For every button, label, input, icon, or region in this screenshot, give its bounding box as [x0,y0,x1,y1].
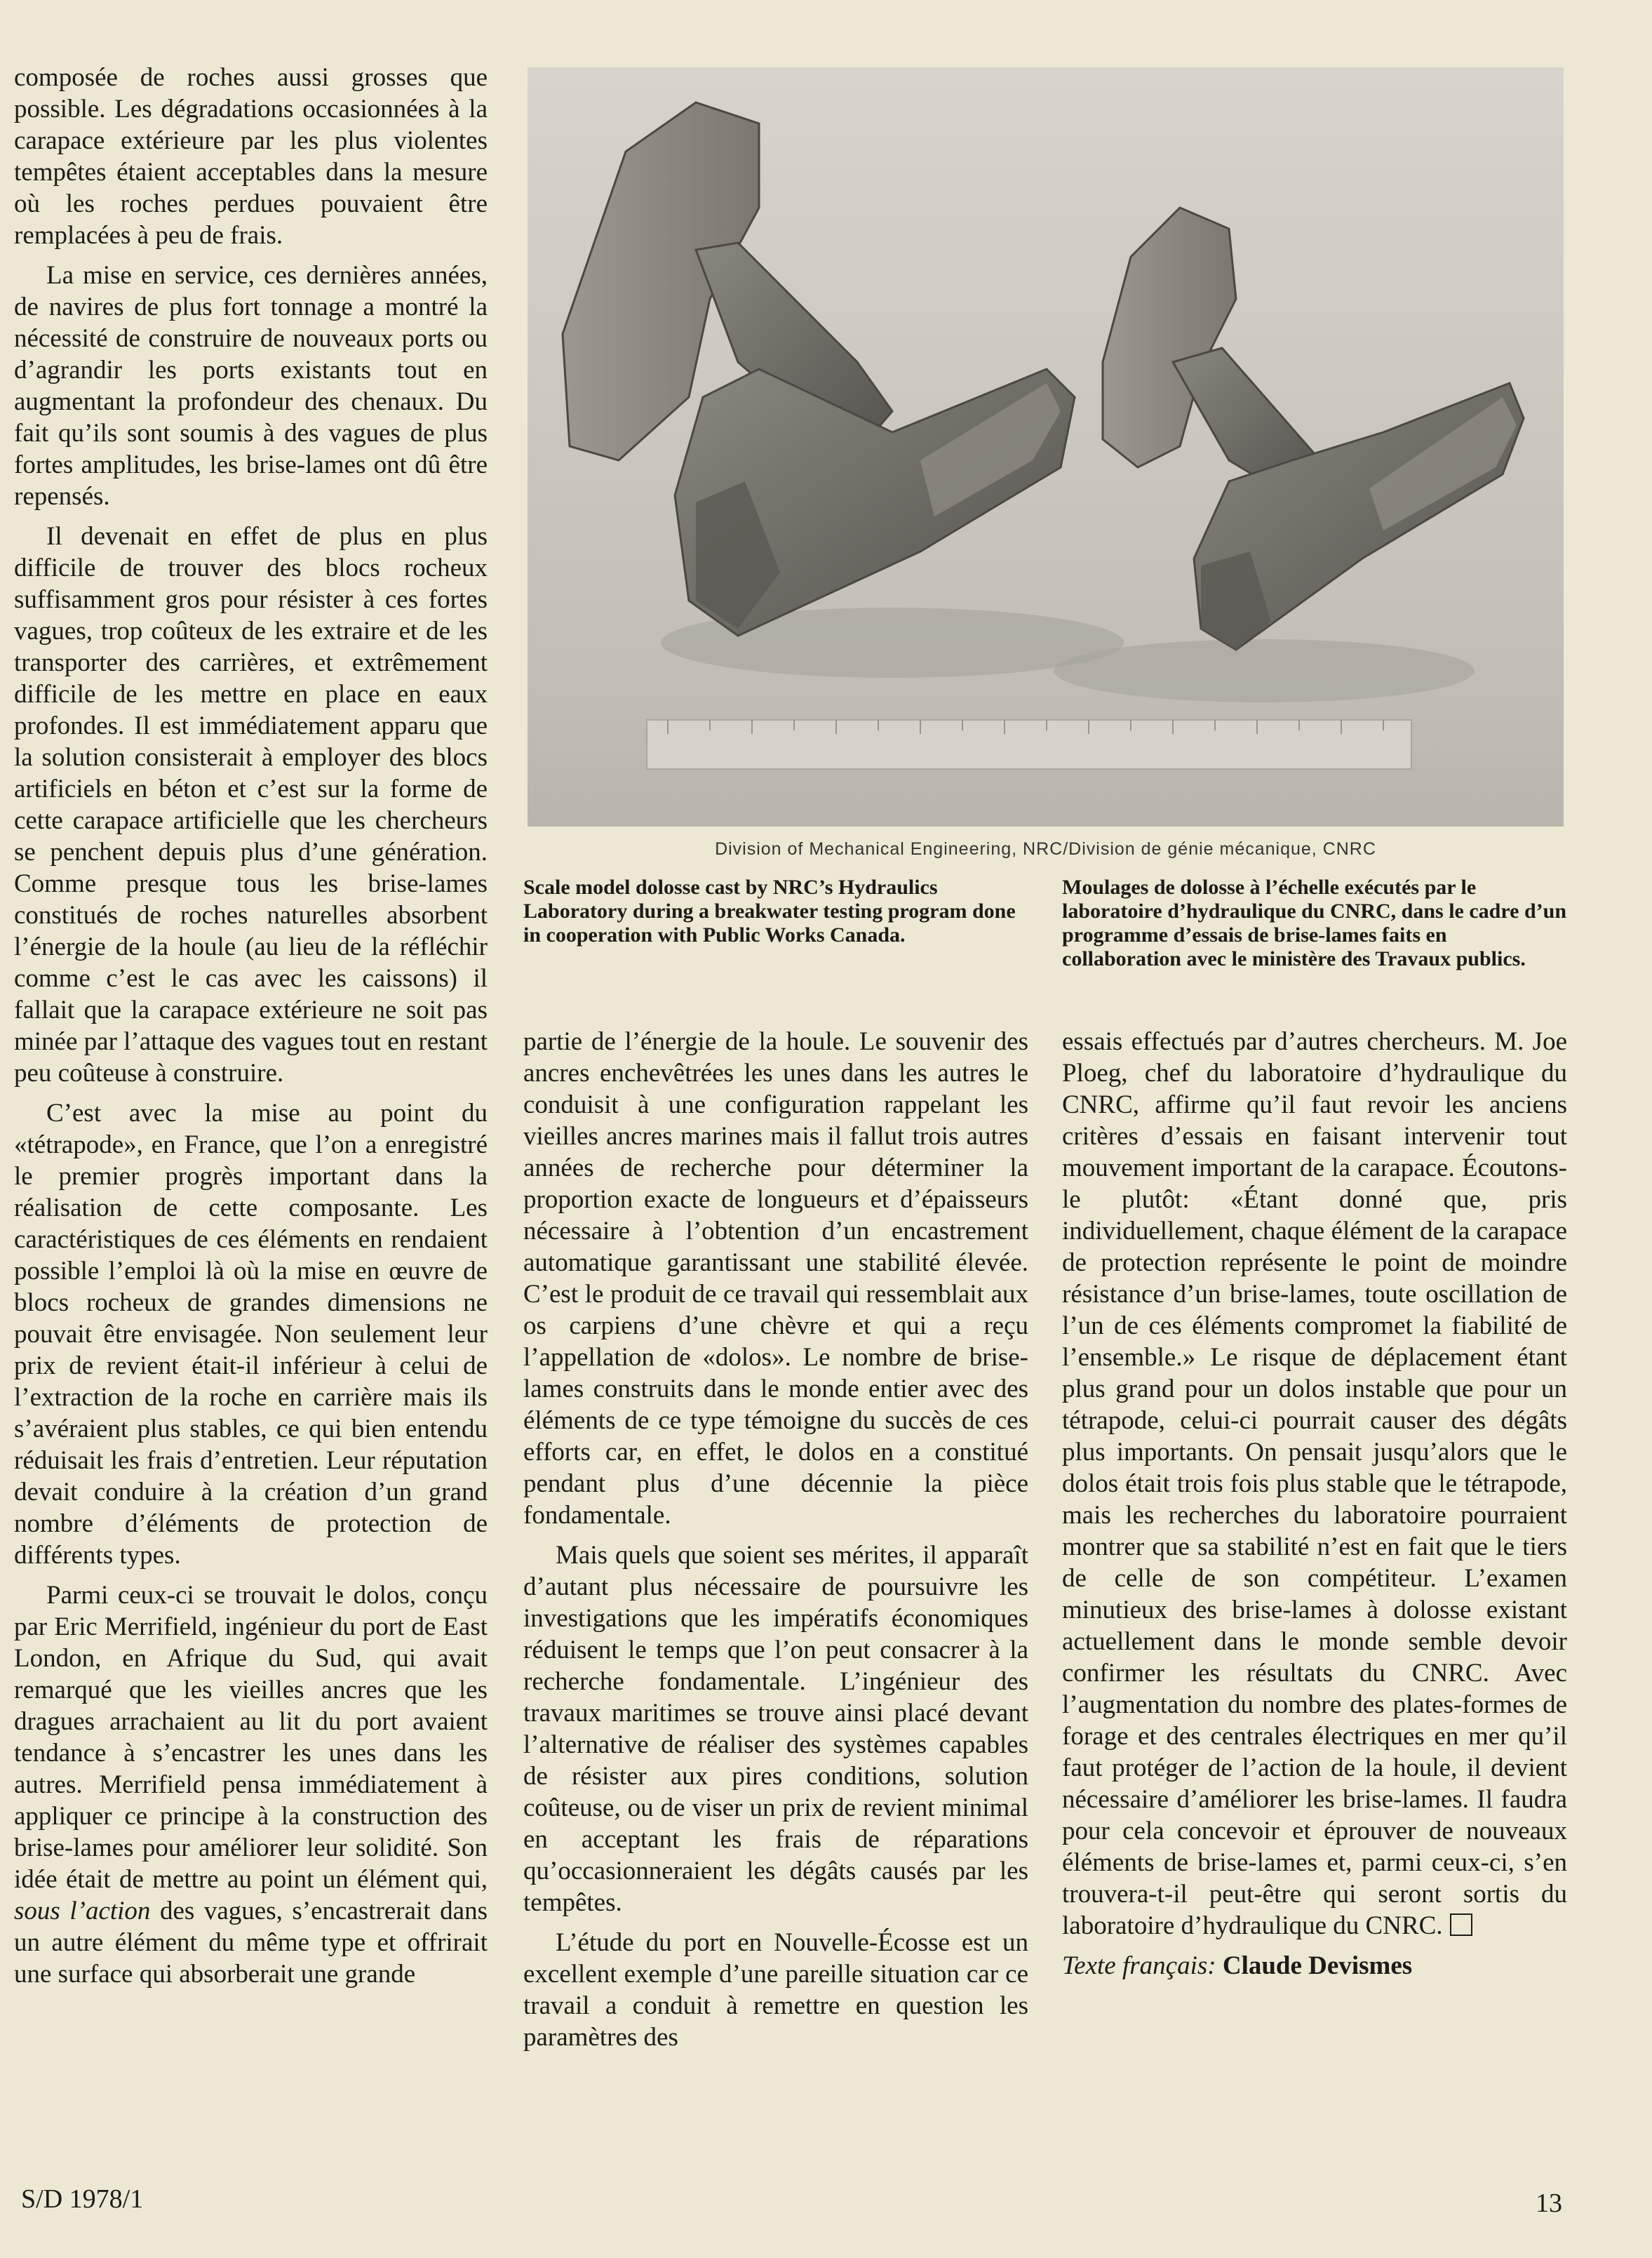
translator-credit [1062,1950,1567,1982]
translator-label: Texte français: [1062,1951,1216,1980]
article-column-left [14,62,488,1998]
photo-caption-english: Scale model dolosse cast by NRC’s Hydraulics Laboratory during a breakwater testing program done in cooperation with Public Works Canada. [523,876,1016,947]
paragraph: Il devenait en effet de plus en plus difficile de trouver des blocs rocheux suffisamment gros pour résister à ces fortes vagues, trop coûteux de les extraire et de les transporter des carrières, et extrêmement difficile de les mettre en place en eaux profondes. Il est immédiatement apparu que la solution consisterait à employer des blocs artificiels en béton et c’est sur la forme de cette carapace artificielle que les chercheurs se penchent depuis plus d’une génération. Comme presque tous les brise-lames constitués de roches naturelles absorbent l’énergie de la houle (au lieu de la réfléchir comme c’est le cas avec les caissons) il fallait que la carapace extérieure ne soit pas minée par l’attaque des vagues tout en restant peu coûteuse à construire. [14,522,488,1088]
paragraph: Mais quels que soient ses mérites, il apparaît d’autant plus nécessaire de poursuivre les investigations que les impératifs économiques réduisent le temps que l’on peut consacrer à la recherche fondamentale. L’ingénieur des travaux maritimes se trouve ainsi placé devant l’alternative de réaliser des systèmes capables de résister aux pires conditions, solution coûteuse, ou de viser un prix de revient minimal en acceptant les frais de réparations qu’occasionneraient les dégâts causés par les tempêtes. [523,1541,1028,1917]
paragraph-text: des vagues, s’encastrerait dans un autre élément du même type et offrirait une surface qui absorberait une grande [14,1897,488,1989]
page-number: 13 [1536,2189,1562,2218]
dolosse-photo-image [528,67,1564,827]
article-column-right [1062,1026,1567,1990]
paragraph: L’étude du port en Nouvelle-Écosse est un excellent exemple d’une pareille situation car ce travail a conduit à remettre en question les paramètres des [523,1928,1028,2052]
paragraph: partie de l’énergie de la houle. Le souvenir des ancres enchevêtrées les unes dans les autres le conduisit à une configuration rappelant les vieilles ancres marines mais il fallut trois autres années de recherche pour déterminer la proportion exacte de longueurs et d’épaisseurs nécessaire à l’obtention d’un encastrement automatique garantissant une stabilité élevée. C’est le produit de ce travail qui ressemblait aux os carpiens d’une chèvre et qui a reçu l’appellation de «dolos». Le nombre de brise-lames construits dans le monde entier avec des éléments de ce type témoigne du succès de ces efforts car, en effet, le dolos en a constitué pendant plus d’une décennie la pièce fondamentale. [523,1027,1028,1530]
paragraph-text: essais effectués par d’autres chercheurs. M. Joe Ploeg, chef du laboratoire d’hydraulique du CNRC, affirme qu’il faut revoir les anciens critères d’essais en faisant intervenir tout mouvement important de la carapace. Écoutons-le plutôt: «Étant donné que, pris individuellement, chaque élément de la carapace de protection représente le point de moindre résistance d’un brise-lames, toute oscillation de l’un de ces éléments compromet la fiabilité de l’ensemble.» Le risque de déplacement étant plus grand pour un dolos instable que pour un tétrapode, celui-ci pourrait causer des dégâts plus importants. On pensait jusqu’alors que le dolos était trois fois plus stable que le tétrapode, mais les recherches du laboratoire pourraient montrer que sa stabilité n’est en fait que le tiers de celle de son compétiteur. L’examen minutieux des brise-lames à dolosse existant actuellement dans le monde semble devoir confirmer les résultats du CNRC. Avec l’augmentation du nombre des plates-formes de forage et des centrales électriques en mer qu’il faut protéger de l’action de la houle, il devient nécessaire d’améliorer les brise-lames. Il faudra pour cela concevoir et éprouver de nouveaux éléments de brise-lames et, parmi ceux-ci, s’en trouvera-t-il peut-être qui seront sortis du laboratoire d’hydraulique du CNRC. [1062,1027,1567,1940]
paragraph-text: Parmi ceux-ci se trouvait le dolos, conçu par Eric Merrifield, ingénieur du port de East London, en Afrique du Sud, qui avait remarqué que les vieilles ancres que les dragues arrachaient au lit du port avaient tendance à s’encastrer les unes dans les autres. Merrifield pensa immédiatement à appliquer ce principe à la construction des brise-lames pour améliorer leur solidité. Son idée était de mettre au point un élément qui, [14,1581,488,1894]
paragraph: composée de roches aussi grosses que possible. Les dégradations occasionnées à la carapace extérieure par les plus violentes tempêtes étaient acceptables dans la mesure où les roches perdues pouvaient être remplacées à peu de frais. [14,63,488,250]
italic-phrase: sous l’action [14,1897,151,1925]
issue-label: S/D 1978/1 [21,2184,144,2214]
photo-credit: Division of Mechanical Engineering, NRC/Division de génie mécanique, CNRC [715,839,1376,859]
article-column-middle [523,1026,1028,2062]
paragraph: La mise en service, ces dernières années, de navires de plus fort tonnage a montré la nécessité de construire de nouveaux ports ou d’agrandir les ports existants tout en augmentant la profondeur des chenaux. Du fait qu’ils sont soumis à des vagues de plus fortes amplitudes, les brise-lames ont dû être repensés. [14,261,488,511]
paragraph [14,1579,488,1990]
translator-name: Claude Devismes [1222,1951,1413,1980]
end-mark-icon [1450,1913,1472,1936]
photo-caption-french: Moulages de dolosse à l’échelle exécutés par le laboratoire d’hydraulique du CNRC, dans le cadre d’un programme d’essais de brise-lames faits en collaboration avec le ministère des Travaux publics. [1062,876,1567,970]
paragraph [1062,1026,1567,1942]
dolosse-photo [528,67,1564,827]
paragraph: C’est avec la mise au point du «tétrapode», en France, que l’on a enregistré le premier progrès important dans la réalisation de cette composante. Les caractéristiques de ces éléments en rendaient possible l’emploi là où la mise en œuvre de blocs rocheux de grandes dimensions ne pouvait être envisagée. Non seulement leur prix de revient était-il inférieur à celui de l’extraction de la roche en carrière mais ils s’avéraient plus stables, ce qui bien entendu réduisait les frais d’entretien. Leur réputation devait conduire à la création d’un grand nombre d’éléments de protection de différents types. [14,1099,488,1570]
